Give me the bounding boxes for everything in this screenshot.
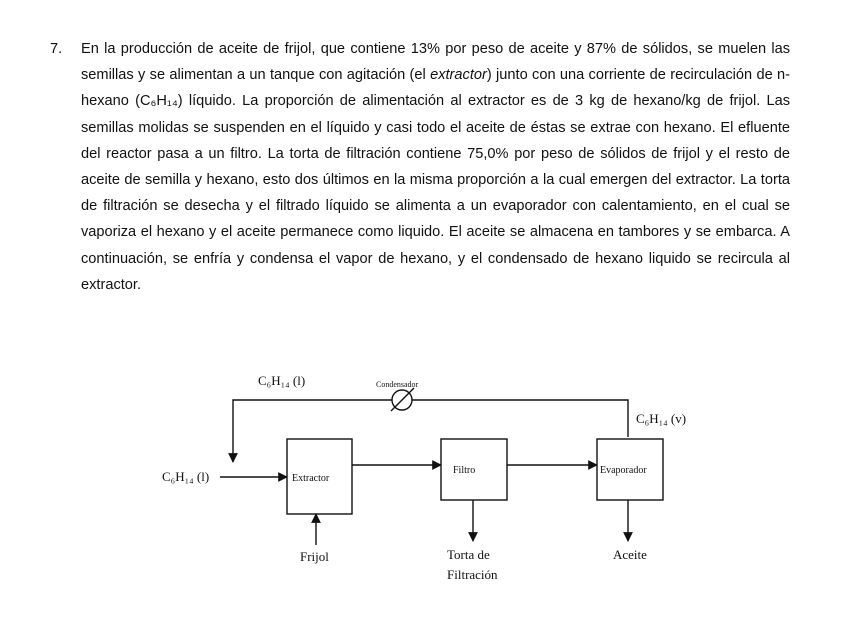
recycle-hexane-label: C₆H₁₄ (l) [258,373,306,388]
problem-text-part-1: En la producción de aceite de frijol, que contiene 13% por peso de aceite y 87% de sólidos, se muelen las semillas y se alimentan a un tanque con agitación (el [81,41,790,84]
hexane-vapor-label: C₆H₁₄ (v) [636,411,687,426]
extractor-label: Extractor [292,473,330,484]
hexane-feed-label: C₆H₁₄ (l) [162,469,210,484]
problem-number: 7. [50,41,63,57]
filter-label: Filtro [453,465,476,476]
problem-text-part-2: ) junto con una corriente de recirculación de n-hexano (C₆H₁₄) líquido. La proporción de alimentación al extractor es de 3 kg de hexano/kg de frijol. Las semillas molidas se suspenden en el líquido y casi todo el aceite de éstas se extrae con hexano. El efluente del reactor pasa a un filtro. La torta de filtración contiene 75,0% por peso de sólidos de frijol y el resto de aceite de semilla y hexano, esto dos últimos en la misma proporción a la cual emergen del extractor. La torta de filtración se desecha y el filtrado líquido se alimenta a un evaporador con calentamiento, en el cual se vaporiza el hexano y el aceite permanece como liquido. El aceite se almacena en tambores y se embarca. A continuación, se enfría y condensa el vapor de hexano, y el condensado de hexano liquido se recircula al extractor. [81,67,790,293]
oil-label: Aceite [613,547,647,562]
evaporator-label: Evaporador [600,465,647,476]
filter-cake-label-line1: Torta de [447,547,490,562]
beans-label: Frijol [300,549,329,564]
condenser-label: Condensador [376,380,419,389]
problem-text-emphasis: extractor [430,67,487,84]
filter-cake-label-line2: Filtración [447,567,498,582]
